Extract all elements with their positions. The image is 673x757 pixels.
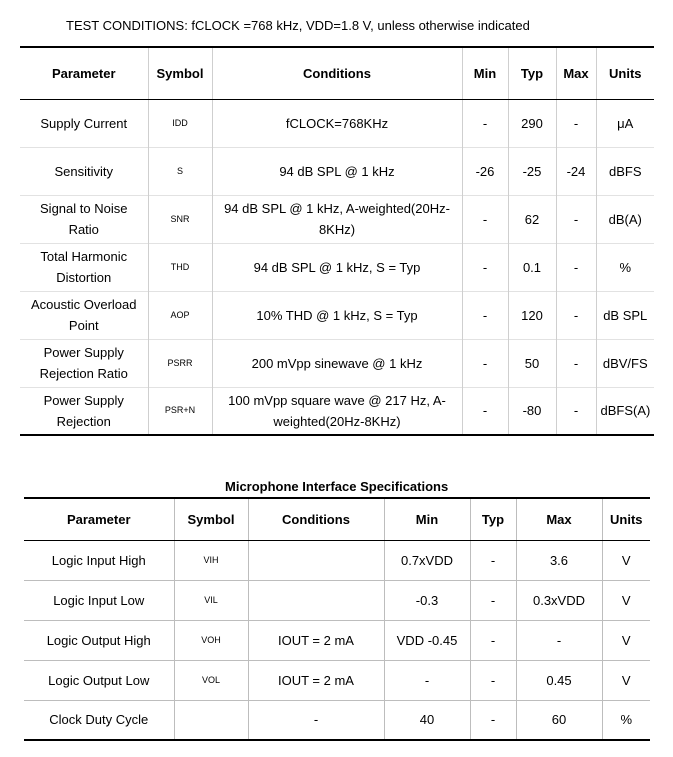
max-cell: 0.45	[516, 660, 602, 700]
header-conditions: Conditions	[212, 47, 462, 99]
units-cell: V	[602, 660, 650, 700]
min-cell: -	[384, 660, 470, 700]
typ-cell: 120	[508, 291, 556, 339]
max-cell: -	[556, 195, 596, 243]
max-cell: -	[556, 387, 596, 435]
units-cell: dBV/FS	[596, 339, 654, 387]
symbol-cell: VIL	[174, 580, 248, 620]
header-units: Units	[596, 47, 654, 99]
parameter-cell: Logic Output Low	[24, 660, 174, 700]
conditions-cell: IOUT = 2 mA	[248, 660, 384, 700]
header-min: Min	[462, 47, 508, 99]
header-max: Max	[556, 47, 596, 99]
parameter-cell: Acoustic Overload Point	[20, 291, 148, 339]
units-cell: V	[602, 580, 650, 620]
units-cell: dB SPL	[596, 291, 654, 339]
min-cell: VDD -0.45	[384, 620, 470, 660]
parameter-cell: Power Supply Rejection Ratio	[20, 339, 148, 387]
header-parameter: Parameter	[20, 47, 148, 99]
typ-cell: -25	[508, 147, 556, 195]
header-parameter: Parameter	[24, 498, 174, 540]
parameter-cell: Sensitivity	[20, 147, 148, 195]
min-cell: -	[462, 243, 508, 291]
conditions-cell	[248, 580, 384, 620]
symbol-cell: THD	[148, 243, 212, 291]
symbol-cell: PSR+N	[148, 387, 212, 435]
typ-cell: -	[470, 660, 516, 700]
units-cell: μA	[596, 99, 654, 147]
symbol-cell	[174, 700, 248, 740]
parameter-cell: Total Harmonic Distortion	[20, 243, 148, 291]
min-cell: -0.3	[384, 580, 470, 620]
symbol-cell: SNR	[148, 195, 212, 243]
symbol-cell: VOH	[174, 620, 248, 660]
header-symbol: Symbol	[174, 498, 248, 540]
header-symbol: Symbol	[148, 47, 212, 99]
symbol-cell: VOL	[174, 660, 248, 700]
table-row	[20, 195, 654, 243]
typ-cell: 0.1	[508, 243, 556, 291]
min-cell: 40	[384, 700, 470, 740]
min-cell: -26	[462, 147, 508, 195]
conditions-cell: 200 mVpp sinewave @ 1 kHz	[212, 339, 462, 387]
typ-cell: -	[470, 540, 516, 580]
units-cell: dBFS	[596, 147, 654, 195]
table-row	[24, 580, 650, 620]
parameter-cell: Logic Input High	[51, 552, 146, 568]
symbol-cell: PSRR	[148, 339, 212, 387]
max-cell: -	[556, 99, 596, 147]
min-cell: -	[462, 195, 508, 243]
max-cell: -	[516, 620, 602, 660]
symbol-cell: VIH	[174, 540, 248, 580]
header-conditions: Conditions	[248, 498, 384, 540]
header-typ: Typ	[470, 498, 516, 540]
symbol-cell: AOP	[148, 291, 212, 339]
units-cell: V	[602, 620, 650, 660]
max-cell: -	[556, 243, 596, 291]
typ-cell: -	[470, 700, 516, 740]
typ-cell: -80	[508, 387, 556, 435]
table-row	[20, 291, 654, 339]
min-cell: -	[462, 339, 508, 387]
min-cell: -	[462, 99, 508, 147]
conditions-cell: 10% THD @ 1 kHz, S = Typ	[212, 291, 462, 339]
conditions-cell: 94 dB SPL @ 1 kHz, A-weighted(20Hz-8KHz)	[212, 195, 462, 243]
units-cell: dBFS(A)	[596, 387, 654, 435]
max-cell: -24	[556, 147, 596, 195]
units-cell: %	[596, 243, 654, 291]
units-cell: dB(A)	[596, 195, 654, 243]
table-row	[20, 243, 654, 291]
min-cell: -	[462, 291, 508, 339]
test-conditions: TEST CONDITIONS: fCLOCK =768 kHz, VDD=1.8 V, unless otherwise indicated	[66, 18, 530, 33]
units-cell: V	[602, 540, 650, 580]
typ-cell: 50	[508, 339, 556, 387]
units-cell: %	[602, 700, 650, 740]
min-cell: 0.7xVDD	[384, 540, 470, 580]
conditions-cell: IOUT = 2 mA	[248, 620, 384, 660]
table-row	[20, 339, 654, 387]
max-cell: -	[556, 291, 596, 339]
parameter-cell: Supply Current	[40, 115, 128, 131]
table-row	[24, 620, 650, 660]
parameter-cell: Power Supply Rejection	[20, 387, 148, 435]
conditions-cell: fCLOCK=768KHz	[212, 99, 462, 147]
conditions-cell: -	[248, 700, 384, 740]
header-units: Units	[602, 498, 650, 540]
conditions-cell	[248, 540, 384, 580]
symbol-cell: S	[148, 147, 212, 195]
conditions-cell: 94 dB SPL @ 1 kHz	[212, 147, 462, 195]
header-typ: Typ	[508, 47, 556, 99]
table-row	[20, 387, 654, 435]
parameter-cell: Signal to Noise Ratio	[20, 195, 148, 243]
table-row	[20, 147, 654, 195]
typ-cell: -	[470, 580, 516, 620]
parameter-cell: Logic Input Low	[24, 580, 174, 620]
typ-cell: 290	[508, 99, 556, 147]
header-min: Min	[384, 498, 470, 540]
conditions-cell: 100 mVpp square wave @ 217 Hz, A-weighted(20Hz-8KHz)	[212, 387, 462, 435]
table-row	[24, 700, 650, 740]
parameter-cell: Logic Output High	[24, 620, 174, 660]
header-row	[24, 498, 650, 540]
symbol-cell: IDD	[148, 99, 212, 147]
typ-cell: -	[470, 620, 516, 660]
acoustic-spec-table	[20, 46, 654, 436]
interface-spec-table	[24, 497, 650, 741]
parameter-cell: Clock Duty Cycle	[24, 700, 174, 740]
max-cell: -	[556, 339, 596, 387]
max-cell: 60	[516, 700, 602, 740]
table-row	[24, 540, 650, 580]
table-row	[20, 99, 654, 147]
max-cell: 0.3xVDD	[516, 580, 602, 620]
min-cell: -	[462, 387, 508, 435]
header-row	[20, 47, 654, 99]
table-row	[24, 660, 650, 700]
max-cell: 3.6	[516, 540, 602, 580]
interface-table-title: Microphone Interface Specifications	[225, 479, 449, 494]
typ-cell: 62	[508, 195, 556, 243]
header-max: Max	[516, 498, 602, 540]
conditions-cell: 94 dB SPL @ 1 kHz, S = Typ	[212, 243, 462, 291]
